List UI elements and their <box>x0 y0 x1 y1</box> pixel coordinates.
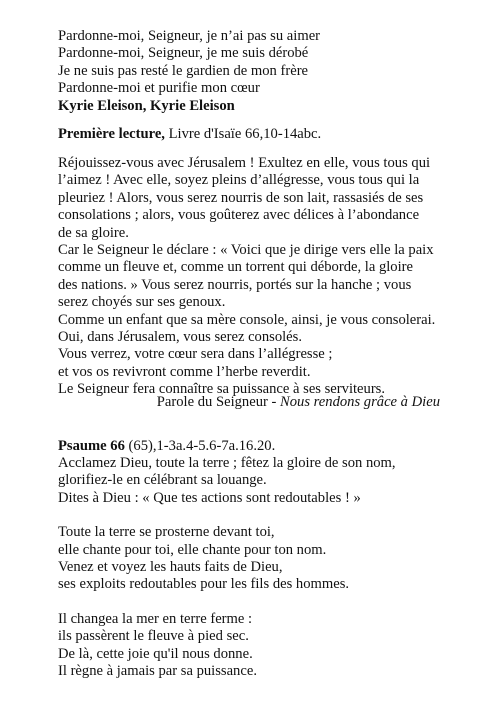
psalm-heading-reference: (65),1-3a.4-5.6-7a.16.20. <box>124 438 276 454</box>
lecture-line: de sa gloire. <box>58 224 129 241</box>
response-assembly: Nous rendons grâce à Dieu <box>280 394 440 410</box>
stanza-gap <box>58 594 458 611</box>
psalm-heading <box>58 438 458 455</box>
lecture-heading-title: Première lecture, <box>58 126 165 142</box>
stanza-gap <box>58 507 458 524</box>
response-priest: Parole du Seigneur - <box>156 394 281 410</box>
psalm-line: Acclamez Dieu, toute la terre ; fêtez la gloire de son nom, <box>58 455 396 471</box>
psalm-line: ses exploits redoutables pour les fils des hommes. <box>58 576 350 593</box>
intro-line: Pardonne-moi, Seigneur, je me suis dérobé <box>58 45 309 62</box>
lecture-heading <box>58 126 458 143</box>
psalm-line: elle chante pour toi, elle chante pour ton nom. <box>58 541 327 558</box>
lecture-line: des nations. » Vous serez nourris, portés sur la hanche ; vous <box>58 276 412 293</box>
psalm-line: glorifiez-le en célébrant sa louange. <box>58 472 267 489</box>
intro-line: Je ne suis pas resté le gardien de mon frère <box>58 62 309 79</box>
lecture-line: pleuriez ! Alors, vous serez nourris de son lait, rassasiés de ses <box>58 189 424 206</box>
psalm-line: Toute la terre se prosterne devant toi, <box>58 524 275 541</box>
psalm-line: Venez et voyez les hauts faits de Dieu, <box>58 559 283 576</box>
lecture-line: Vous verrez, votre cœur sera dans l’allégresse ; <box>58 346 333 363</box>
lecture-line: Le Seigneur fera connaître sa puissance à ses serviteurs. <box>58 381 386 398</box>
psalm-line: Dites à Dieu : « Que tes actions sont redoutables ! » <box>58 489 361 506</box>
lecture-line: comme un fleuve et, comme un torrent qui déborde, la gloire <box>58 259 413 276</box>
lecture-text <box>58 155 458 399</box>
intro-line: Pardonne-moi, Seigneur, je n’ai pas su aimer <box>58 28 321 44</box>
psalm-line: De là, cette joie qu'il nous donne. <box>58 645 253 662</box>
lecture-line: Comme un enfant que sa mère console, ainsi, je vous consolerai. <box>58 311 436 328</box>
psalm-text <box>58 455 458 680</box>
intro-refrain: Kyrie Eleison, Kyrie Eleison <box>58 97 235 114</box>
lecture-heading-reference: Livre d'Isaïe 66,10-14abc. <box>164 126 322 142</box>
intro-song <box>58 28 458 115</box>
psalm-line: ils passèrent le fleuve à pied sec. <box>58 628 249 645</box>
lecture-line: Oui, dans Jérusalem, vous serez consolés. <box>58 329 302 346</box>
psalm-line: Il règne à jamais par sa puissance. <box>58 663 257 680</box>
psalm-line: Il changea la mer en terre ferme : <box>58 610 253 627</box>
psalm-heading-title: Psaume 66 <box>58 438 125 454</box>
lecture-line: l’aimez ! Avec elle, soyez pleins d’allégresse, vous tous qui la <box>58 172 420 189</box>
lecture-line: Réjouissez-vous avec Jérusalem ! Exultez en elle, vous tous qui <box>58 155 431 171</box>
lecture-line: consolations ; alors, vous goûterez avec délices à l’abondance <box>58 207 420 224</box>
lecture-response <box>0 394 440 411</box>
lecture-line: et vos os revivront comme l’herbe reverdit. <box>58 363 311 380</box>
intro-line: Pardonne-moi et purifie mon cœur <box>58 80 260 97</box>
lecture-line: Car le Seigneur le déclare : « Voici que je dirige vers elle la paix <box>58 242 434 259</box>
lecture-line: serez choyés sur ses genoux. <box>58 294 226 311</box>
